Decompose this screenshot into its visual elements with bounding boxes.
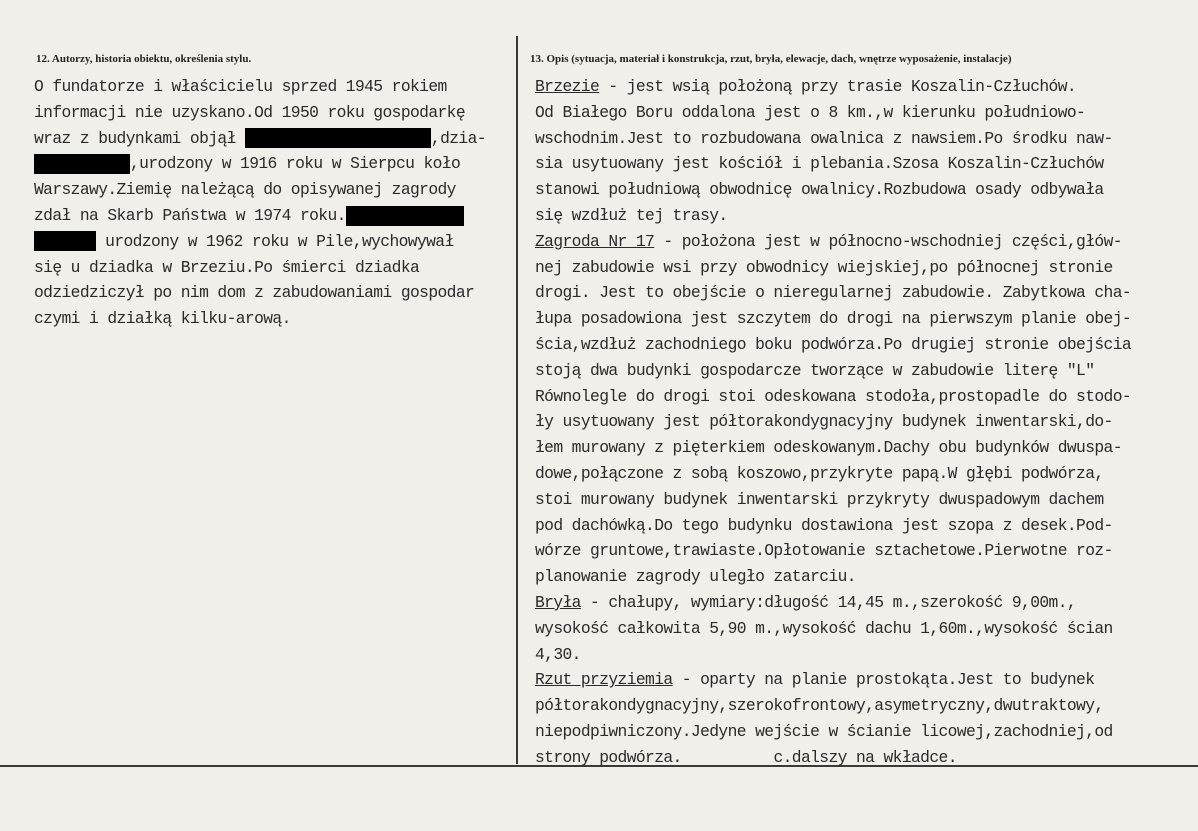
text-line: wysokość całkowita 5,90 m.,wysokość dachu 1,60m.,wysokość ścian [535,618,1113,638]
redaction-block [34,154,130,174]
form-heading: Bryła [535,592,581,612]
text-line: Równolegle do drogi stoi odeskowana stodoła,prostopadle do stodo- [535,386,1132,406]
text-line: niepodpiwniczony.Jedyne wejście w ścianie licowej,zachodniej,od [535,721,1113,741]
text-span: wraz z budynkami objął [34,128,236,148]
text-line [34,203,514,229]
text-span: - chałupy, wymiary:długość 14,45 m.,szerokość 9,00m., [580,592,1077,612]
redaction-block [34,231,96,251]
text-line: informacji nie uzyskano.Od 1950 roku gospodarkę [34,102,466,122]
column-divider [516,36,518,764]
redaction-block [245,128,431,148]
text-line: pod dachówką.Do tego budynku dostawiona jest szopa z desek.Pod- [535,515,1113,535]
text-line: się wzdłuż tej trasy. [535,205,728,225]
text-span: - oparty na planie prostokąta.Jest to budynek [672,670,1095,690]
text-line: łupa posadowiona jest szczytem do drogi na pierwszym planie obej- [535,309,1132,329]
section-12-text [34,74,514,332]
text-line: drogi. Jest to obejście o nieregularnej zabudowie. Zabytkowa cha- [535,283,1132,303]
plan-heading: Rzut przyziemia [535,670,673,690]
text-line: łem murowany z pięterkiem odeskowanym.Dachy obu budynków dwuspa- [535,438,1122,458]
text-line [535,667,1185,693]
farm-heading: Zagroda Nr 17 [535,231,655,251]
text-line: ły usytuowany jest półtorakondygnacyjny budynek inwentarski,do- [535,412,1113,432]
text-line: stoi murowany budynek inwentarski przykryty dwuspadowym dachem [535,489,1104,509]
text-line: odziedziczył po nim dom z zabudowaniami gospodar [34,283,475,303]
text-line: nej zabudowie wsi przy obwodnicy wiejskiej,po północnej stronie [535,257,1113,277]
text-line [34,151,514,177]
text-line: Od Białego Boru oddalona jest o 8 km.,w kierunku południowo- [535,102,1086,122]
text-line: wschodnim.Jest to rozbudowana owalnica z nawsiem.Po środku naw- [535,128,1113,148]
text-span: ,dzia- [430,128,486,148]
text-line [34,229,514,255]
section-12-header: 12. Autorzy, historia obiektu, określenia stylu. [36,53,252,65]
section-13-text [535,74,1185,771]
text-line [535,74,1185,100]
section-13-header: 13. Opis (sytuacja, materiał i konstrukcja, rzut, bryła, elewacje, dach, wnętrze wyposażenie, instalacje) [530,53,1012,65]
continuation-note: c.dalszy na wkładce. [773,747,957,767]
text-line: stanowi południową obwodnicę owalnicy.Rozbudowa osady odbywała [535,180,1104,200]
text-line: ścia,wzdłuż zachodniego boku podwórza.Po drugiej stronie obejścia [535,334,1132,354]
text-line: Warszawy.Ziemię należącą do opisywanej zagrody [34,180,456,200]
text-line [535,745,1185,771]
text-line: wórze gruntowe,trawiaste.Opłotowanie sztachetowe.Pierwotne roz- [535,541,1113,561]
text-line: stoją dwa budynki gospodarcze tworzące w zabudowie literę "L" [535,360,1095,380]
text-span: ,urodzony w 1916 roku w Sierpcu koło [130,154,461,174]
text-span: zdał na Skarb Państwa w 1974 roku. [34,205,346,225]
text-span: urodzony w 1962 roku w Pile,wychowywał [105,231,454,251]
redaction-block [346,206,464,226]
text-span: - jest wsią położoną przy trasie Koszalin-Człuchów. [599,77,1077,96]
text-line: 4,30. [535,644,581,664]
place-heading: Brzezie [535,77,600,96]
text-line: sia usytuowany jest kościół i plebania.Szosa Koszalin-Człuchów [535,154,1104,174]
text-line: dowe,połączone z sobą koszowo,przykryte papą.W głębi podwórza, [535,463,1104,483]
text-line: się u dziadka w Brzeziu.Po śmierci dziadka [34,257,420,277]
text-line [535,590,1185,616]
text-span: - położona jest w północno-wschodniej części,głów- [654,231,1122,251]
text-line: O fundatorze i właścicielu sprzed 1945 rokiem [34,77,447,96]
text-span: strony podwórza. [535,747,682,767]
text-line: półtorakondygnacyjny,szerokofrontowy,asymetryczny,dwutraktowy, [535,696,1104,716]
text-line: planowanie zagrody uległo zatarciu. [535,567,856,587]
text-line [535,229,1185,255]
text-line: czymi i działką kilku-arową. [34,309,291,329]
text-line [34,126,514,152]
